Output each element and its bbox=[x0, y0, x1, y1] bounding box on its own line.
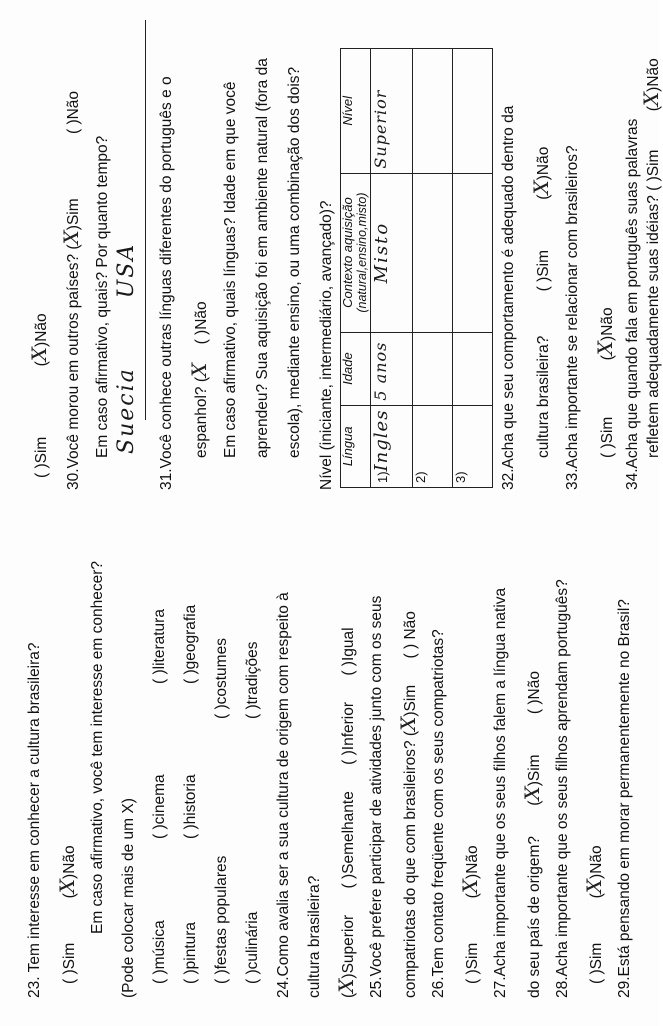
paren-close: ) bbox=[61, 873, 78, 879]
paren-open: ( bbox=[464, 893, 481, 899]
idade-value: 5 anos bbox=[371, 341, 390, 401]
languages-table bbox=[340, 48, 493, 488]
x-mark: X bbox=[593, 340, 617, 356]
nao-label: )Não bbox=[599, 307, 616, 341]
question-27: 27.Acha importante que os seus filhos falem a língua nativa bbox=[492, 587, 509, 998]
lingua-value: Ingles bbox=[371, 409, 392, 472]
q24-semelhante[interactable]: ( )Semelhante bbox=[340, 791, 357, 889]
paren-open: ( bbox=[402, 730, 419, 737]
q32-sim[interactable]: ( )Sim bbox=[535, 250, 552, 292]
option-tradicoes[interactable]: ( )tradições bbox=[244, 641, 261, 719]
q31-nao[interactable]: ( )Não bbox=[193, 301, 210, 345]
paren-open: ( bbox=[33, 361, 50, 367]
q28-nao[interactable] bbox=[582, 845, 606, 899]
q29-answers bbox=[27, 313, 51, 478]
table-row bbox=[413, 49, 453, 488]
q26-nao[interactable] bbox=[458, 845, 482, 899]
question-33: 33.Acha importante se relacionar com brasileiros? bbox=[564, 145, 581, 490]
q33-nao[interactable] bbox=[593, 307, 617, 361]
option-cinema[interactable]: ( )cinema bbox=[151, 774, 168, 839]
option-historia[interactable]: ( )historia bbox=[182, 774, 199, 839]
right-column bbox=[0, 10, 663, 490]
q23-sim[interactable]: ( )Sim bbox=[61, 942, 78, 984]
paren-open: ( bbox=[599, 355, 616, 361]
paren-open: ( bbox=[340, 992, 357, 998]
options-row-4 bbox=[244, 641, 262, 984]
x-mark: X bbox=[639, 91, 663, 107]
cell-nivel[interactable] bbox=[413, 49, 453, 174]
q23-nao[interactable] bbox=[55, 845, 79, 899]
cell-contexto[interactable] bbox=[371, 173, 413, 332]
question-29: 29.Está pensando em morar permanentemente no Brasil? bbox=[616, 599, 633, 998]
cell-nivel[interactable] bbox=[453, 49, 493, 174]
question-34: 34.Acha que quando fala em português suas palavras bbox=[624, 118, 641, 490]
nivel-value: Superior bbox=[371, 89, 390, 169]
contexto-sub: (natural,ensino,misto) bbox=[355, 192, 369, 313]
q26-sim[interactable]: ( )Sim bbox=[464, 942, 481, 984]
row-number: 1) bbox=[375, 471, 390, 483]
question-32-line2 bbox=[529, 146, 553, 458]
q25-text: compatriotas do que com brasileiros? bbox=[402, 740, 419, 998]
q27-nao[interactable]: ( )Não bbox=[526, 671, 543, 715]
question-31: 31.Você conhece outras línguas diferentes do português e o bbox=[158, 76, 175, 490]
x-mark: X bbox=[582, 878, 606, 894]
question-26: 26.Tem contato freqüente com os seus compatriotas? bbox=[430, 629, 447, 998]
question-24-line2: cultura brasileira? bbox=[306, 875, 323, 998]
cell-idade[interactable] bbox=[413, 332, 453, 405]
question-25-line2 bbox=[396, 611, 420, 998]
nao-label: )Não bbox=[535, 146, 552, 181]
q30-text: 30.Você morou em outros países? ( bbox=[65, 244, 82, 490]
paren-close: ) bbox=[33, 341, 50, 347]
q29-nao[interactable] bbox=[27, 313, 51, 367]
question-27-line2 bbox=[520, 671, 544, 998]
table-row bbox=[371, 49, 413, 488]
q29-sim[interactable]: ( )Sim bbox=[33, 436, 50, 478]
x-mark: X bbox=[529, 180, 553, 195]
option-pintura[interactable]: ( )pintura bbox=[182, 921, 199, 984]
row-number: 2) bbox=[413, 471, 428, 483]
options-row-2 bbox=[182, 605, 200, 984]
q28-answers bbox=[582, 845, 606, 984]
question-34-line2 bbox=[639, 58, 663, 458]
x-mark: X bbox=[396, 716, 420, 731]
q33-answers bbox=[593, 307, 617, 458]
question-32: 32.Acha que seu comportamento é adequado dentro da bbox=[500, 105, 517, 490]
question-31-line2 bbox=[187, 301, 211, 458]
q23-followup: Em caso afirmativo, você tem interesse em conhecer? bbox=[89, 560, 106, 934]
question-25: 25.Você prefere participar de atividades junto com os seus bbox=[368, 595, 385, 998]
options-row-1 bbox=[151, 609, 169, 984]
header-nivel: Nível bbox=[341, 49, 371, 174]
header-contexto bbox=[341, 173, 371, 332]
option-festas[interactable]: ( )festas populares bbox=[213, 855, 230, 984]
contexto-value: Misto bbox=[371, 221, 392, 284]
paren-open: ( bbox=[526, 800, 543, 806]
cell-contexto[interactable] bbox=[413, 173, 453, 332]
question-28: 28.Acha importante que os seus filhos aprendam português? bbox=[554, 579, 571, 998]
q26-answers bbox=[458, 845, 482, 984]
q28-sim[interactable]: ( )Sim bbox=[588, 942, 605, 984]
contexto-label: Contexto aquisição bbox=[340, 197, 355, 308]
cell-lingua[interactable] bbox=[453, 405, 493, 487]
question-24: 24.Como avalia ser a sua cultura de origem com respeito à bbox=[275, 592, 292, 998]
q30-handwritten-answer[interactable]: Suecia USA bbox=[114, 242, 139, 454]
q27-text: do seu país de origem? bbox=[526, 836, 543, 998]
question-23: 23. Tem interesse em conhecer a cultura brasileira? bbox=[26, 642, 43, 998]
left-column bbox=[0, 543, 659, 998]
q24-igual[interactable]: ( )Igual bbox=[340, 627, 357, 676]
paren-open: ( bbox=[535, 194, 552, 200]
cell-idade[interactable] bbox=[371, 332, 413, 405]
q32-nao[interactable] bbox=[529, 146, 553, 200]
question-30 bbox=[59, 90, 83, 490]
cell-nivel[interactable] bbox=[371, 49, 413, 174]
q31-text: espanhol? ( bbox=[193, 376, 210, 458]
cell-idade[interactable] bbox=[453, 332, 493, 405]
sim-label: )Sim bbox=[526, 754, 543, 787]
x-mark: X bbox=[520, 786, 544, 801]
q30-followup: Em caso afirmativo, quais? Por quanto tempo? bbox=[94, 135, 111, 458]
x-mark: X bbox=[187, 362, 211, 377]
q27-sim[interactable] bbox=[520, 754, 544, 806]
q31-followup-3: escola), mediante ensino, ou uma combinação dos dois? bbox=[286, 66, 303, 458]
x-mark: X bbox=[55, 878, 79, 894]
q24-answers bbox=[334, 627, 358, 998]
q34-text-sim[interactable]: refletem adequadamente suas idéias? ( )Sim bbox=[645, 149, 662, 458]
x-mark: X bbox=[27, 346, 51, 362]
option-musica[interactable]: ( )música bbox=[151, 920, 168, 984]
q31-followup-1: Em caso afirmativo, quais línguas? Idade em que você bbox=[222, 81, 239, 458]
table-row bbox=[453, 49, 493, 488]
x-mark: X bbox=[334, 978, 358, 993]
q24-inferior[interactable]: ( )Inferior bbox=[340, 701, 357, 765]
nao-label: Não bbox=[33, 313, 50, 342]
option-geografia[interactable]: ( )geografia bbox=[182, 604, 199, 684]
q30-sim[interactable]: )Sim bbox=[65, 198, 82, 231]
q25-sim[interactable] bbox=[396, 684, 420, 737]
answer-underline bbox=[145, 20, 146, 420]
table-header-row bbox=[341, 49, 371, 488]
nao-label: )Não bbox=[588, 845, 605, 879]
q23-note: (Pode colocar mais de um X) bbox=[120, 798, 137, 998]
q34-nao[interactable] bbox=[639, 58, 663, 112]
nao-label: )Não bbox=[464, 845, 481, 879]
q25-nao[interactable]: ( ) Não bbox=[402, 611, 419, 659]
cell-lingua[interactable] bbox=[371, 405, 413, 487]
x-mark: X bbox=[59, 230, 83, 245]
q32-text: cultura brasileira? bbox=[535, 335, 552, 458]
q31-followup-2: aprendeu? Sua aquisição foi em ambiente natural (fora da bbox=[254, 58, 271, 458]
superior-label: )Superior bbox=[340, 914, 357, 979]
q23-answers bbox=[55, 845, 79, 984]
q23-nao-label: Não bbox=[61, 845, 78, 874]
option-costumes[interactable]: ( )costumes bbox=[213, 638, 230, 719]
q30-nao[interactable]: ( )Não bbox=[65, 90, 82, 135]
cell-contexto[interactable] bbox=[453, 173, 493, 332]
q24-superior[interactable] bbox=[334, 914, 358, 998]
paren-open: ( bbox=[588, 893, 605, 899]
options-row-3 bbox=[213, 638, 231, 984]
nao-label: )Não bbox=[645, 58, 662, 92]
paren-open: ( bbox=[61, 893, 78, 899]
paren-open: ( bbox=[645, 106, 662, 112]
option-literatura[interactable]: ( )literatura bbox=[151, 609, 168, 684]
header-lingua: Língua bbox=[341, 405, 371, 487]
q33-sim[interactable]: ( )Sim bbox=[599, 416, 616, 458]
x-mark: X bbox=[458, 878, 482, 894]
row-number: 3) bbox=[453, 471, 468, 483]
option-culinaria[interactable]: ( )culinária bbox=[244, 911, 261, 984]
q31-followup-4: Nível (iniciante, intermediário, avançado)? bbox=[318, 200, 335, 490]
cell-lingua[interactable] bbox=[413, 405, 453, 487]
sim-label: )Sim bbox=[402, 684, 419, 717]
header-idade: Idade bbox=[341, 332, 371, 405]
